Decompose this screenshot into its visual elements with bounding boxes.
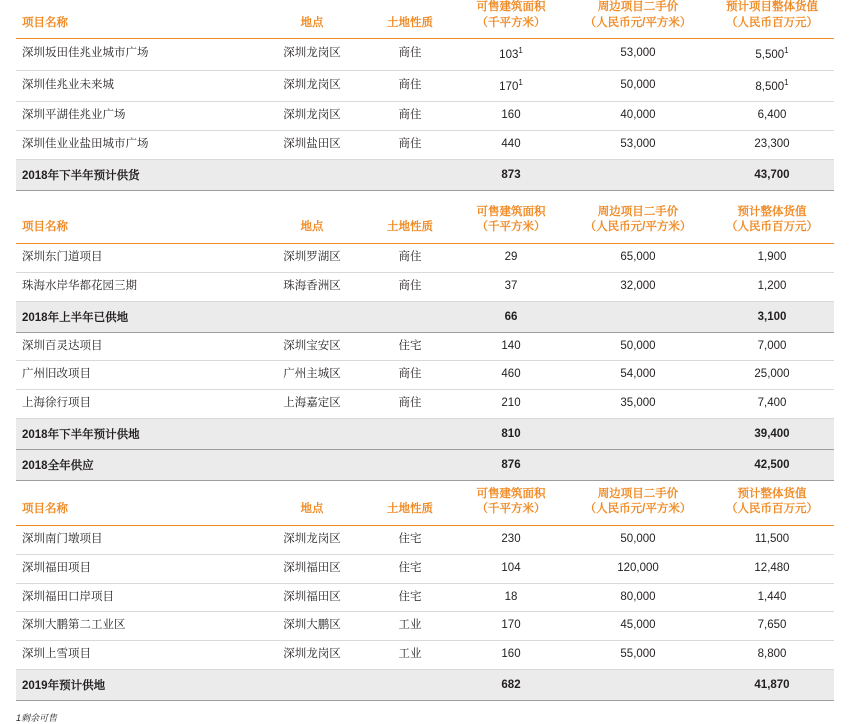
cell-value: 6,400 xyxy=(710,102,834,131)
table-total-row xyxy=(16,418,834,449)
table-total-row xyxy=(16,301,834,332)
cell-price: 55,000 xyxy=(566,641,710,670)
cell-area xyxy=(456,39,566,71)
cell-price: 53,000 xyxy=(566,39,710,71)
cell-area: 140 xyxy=(456,332,566,361)
table-row xyxy=(16,131,834,160)
section-spacer xyxy=(0,191,850,205)
cell-value: 8,800 xyxy=(710,641,834,670)
cell-price: 45,000 xyxy=(566,612,710,641)
col-header-price-line2: （人民币元/平方米） xyxy=(584,503,692,516)
table-row xyxy=(16,583,834,612)
cell-project-name: 深圳佳兆业未来城 xyxy=(16,70,260,102)
col-header-price-line2: （人民币元/平方米） xyxy=(584,221,692,234)
table-total-row xyxy=(16,669,834,700)
col-header-name: 项目名称 xyxy=(16,205,260,244)
cell-value: 7,650 xyxy=(710,612,834,641)
cell-price: 50,000 xyxy=(566,70,710,102)
total-location xyxy=(260,301,364,332)
cell-value: 7,000 xyxy=(710,332,834,361)
cell-area: 160 xyxy=(456,641,566,670)
cell-project-name: 深圳福田项目 xyxy=(16,554,260,583)
total-label: 2018年下半年预计供货 xyxy=(16,159,260,190)
total-area: 66 xyxy=(456,301,566,332)
supply-table-2018h2 xyxy=(16,0,834,191)
table-row xyxy=(16,612,834,641)
col-header-area-line1: 可售建筑面积 xyxy=(476,487,546,500)
cell-land-type: 住宅 xyxy=(364,583,456,612)
cell-location: 珠海香洲区 xyxy=(260,272,364,301)
table-row xyxy=(16,332,834,361)
total-land-type xyxy=(364,418,456,449)
col-header-location: 地点 xyxy=(260,0,364,39)
col-header-value xyxy=(710,0,834,39)
grand-total-area: 876 xyxy=(456,449,566,480)
total-label: 2019年预计供地 xyxy=(16,669,260,700)
cell-price: 50,000 xyxy=(566,525,710,554)
cell-project-name: 深圳百灵达项目 xyxy=(16,332,260,361)
col-header-land-type: 土地性质 xyxy=(364,0,456,39)
cell-project-name: 上海徐行项目 xyxy=(16,390,260,419)
total-location xyxy=(260,159,364,190)
total-land-type xyxy=(364,301,456,332)
cell-area: 160 xyxy=(456,102,566,131)
total-value: 41,870 xyxy=(710,669,834,700)
cell-value-value: 5,500 xyxy=(755,48,785,61)
cell-land-type: 商住 xyxy=(364,39,456,71)
total-price xyxy=(566,301,710,332)
cell-location: 深圳龙岗区 xyxy=(260,70,364,102)
cell-project-name: 珠海水岸华都花园三期 xyxy=(16,272,260,301)
total-area: 873 xyxy=(456,159,566,190)
col-header-location: 地点 xyxy=(260,487,364,526)
cell-price: 65,000 xyxy=(566,243,710,272)
cell-value: 12,480 xyxy=(710,554,834,583)
table-row xyxy=(16,361,834,390)
cell-location: 深圳福田区 xyxy=(260,583,364,612)
total-area: 810 xyxy=(456,418,566,449)
cell-value xyxy=(710,70,834,102)
col-header-value-line2: （人民币百万元） xyxy=(726,503,818,516)
cell-land-type: 商住 xyxy=(364,390,456,419)
cell-area: 460 xyxy=(456,361,566,390)
table-row xyxy=(16,39,834,71)
cell-area: 37 xyxy=(456,272,566,301)
cell-value: 1,440 xyxy=(710,583,834,612)
cell-land-type: 工业 xyxy=(364,641,456,670)
cell-land-type: 商住 xyxy=(364,272,456,301)
cell-value: 1,900 xyxy=(710,243,834,272)
cell-value-footnote-mark: 1 xyxy=(784,46,789,56)
cell-project-name: 深圳坂田佳兆业城市广场 xyxy=(16,39,260,71)
total-land-type xyxy=(364,159,456,190)
col-header-area xyxy=(456,205,566,244)
table-row xyxy=(16,525,834,554)
table-body-2018h2 xyxy=(16,39,834,191)
table-total-row xyxy=(16,159,834,190)
cell-land-type: 住宅 xyxy=(364,525,456,554)
cell-land-type: 商住 xyxy=(364,70,456,102)
cell-price: 54,000 xyxy=(566,361,710,390)
total-price xyxy=(566,159,710,190)
col-header-value-line1: 预计项目整体货值 xyxy=(726,1,818,13)
col-header-area-line1: 可售建筑面积 xyxy=(476,205,546,218)
cell-area: 210 xyxy=(456,390,566,419)
total-price xyxy=(566,669,710,700)
cell-value: 7,400 xyxy=(710,390,834,419)
cell-location: 深圳大鹏区 xyxy=(260,612,364,641)
cell-value: 23,300 xyxy=(710,131,834,160)
cell-price: 40,000 xyxy=(566,102,710,131)
table-row xyxy=(16,102,834,131)
cell-land-type: 商住 xyxy=(364,131,456,160)
total-value: 43,700 xyxy=(710,159,834,190)
cell-project-name: 深圳佳业业盐田城市广场 xyxy=(16,131,260,160)
table-row xyxy=(16,272,834,301)
cell-land-type: 商住 xyxy=(364,243,456,272)
table-body-land xyxy=(16,243,834,480)
cell-price: 32,000 xyxy=(566,272,710,301)
cell-location: 深圳龙岗区 xyxy=(260,39,364,71)
cell-area-footnote-mark: 1 xyxy=(518,46,523,56)
cell-location: 深圳盐田区 xyxy=(260,131,364,160)
table-body-2019 xyxy=(16,525,834,700)
cell-area: 170 xyxy=(456,612,566,641)
col-header-land-type: 土地性质 xyxy=(364,205,456,244)
cell-area: 29 xyxy=(456,243,566,272)
grand-total-label: 2018全年供应 xyxy=(16,449,260,480)
cell-project-name: 广州旧改项目 xyxy=(16,361,260,390)
col-header-area-line1: 可售建筑面积 xyxy=(476,1,546,13)
cell-location: 上海嘉定区 xyxy=(260,390,364,419)
col-header-area xyxy=(456,487,566,526)
cell-value-value: 8,500 xyxy=(755,80,785,93)
grand-total-land-type xyxy=(364,449,456,480)
col-header-name: 项目名称 xyxy=(16,487,260,526)
col-header-price-line1: 周边项目二手价 xyxy=(597,205,679,218)
total-label: 2018年上半年已供地 xyxy=(16,301,260,332)
cell-value: 11,500 xyxy=(710,525,834,554)
cell-location: 深圳龙岗区 xyxy=(260,102,364,131)
cell-area xyxy=(456,70,566,102)
total-location xyxy=(260,669,364,700)
cell-area: 440 xyxy=(456,131,566,160)
col-header-area-line2: （千平方米） xyxy=(476,221,546,234)
cell-location: 深圳龙岗区 xyxy=(260,641,364,670)
cell-price: 80,000 xyxy=(566,583,710,612)
col-header-area-line2: （千平方米） xyxy=(476,16,546,29)
col-header-value-line2: （人民币百万元） xyxy=(726,221,818,234)
col-header-price xyxy=(566,205,710,244)
col-header-price xyxy=(566,487,710,526)
cell-value: 1,200 xyxy=(710,272,834,301)
cell-land-type: 商住 xyxy=(364,102,456,131)
total-land-type xyxy=(364,669,456,700)
table-header-row xyxy=(16,487,834,526)
table-header-row xyxy=(16,205,834,244)
cell-project-name: 深圳东门道项目 xyxy=(16,243,260,272)
col-header-value-line1: 预计整体货值 xyxy=(737,487,807,500)
grand-total-value: 42,500 xyxy=(710,449,834,480)
table-row xyxy=(16,554,834,583)
total-area: 682 xyxy=(456,669,566,700)
col-header-price xyxy=(566,0,710,39)
col-header-area xyxy=(456,0,566,39)
cell-location: 深圳龙岗区 xyxy=(260,525,364,554)
total-location xyxy=(260,418,364,449)
cell-price: 35,000 xyxy=(566,390,710,419)
table-grand-total-row xyxy=(16,449,834,480)
cell-land-type: 工业 xyxy=(364,612,456,641)
cell-price: 120,000 xyxy=(566,554,710,583)
col-header-price-line2: （人民币元/平方米） xyxy=(584,16,692,29)
col-header-value-line2: （人民币百万元） xyxy=(726,16,818,29)
table-row xyxy=(16,243,834,272)
cell-land-type: 住宅 xyxy=(364,554,456,583)
grand-total-location xyxy=(260,449,364,480)
supply-table-2019 xyxy=(16,487,834,701)
table-row xyxy=(16,70,834,102)
total-value: 3,100 xyxy=(710,301,834,332)
cell-land-type: 商住 xyxy=(364,361,456,390)
cell-location: 深圳罗湖区 xyxy=(260,243,364,272)
cell-location: 深圳福田区 xyxy=(260,554,364,583)
cell-value: 25,000 xyxy=(710,361,834,390)
cell-price: 53,000 xyxy=(566,131,710,160)
total-value: 39,400 xyxy=(710,418,834,449)
cell-project-name: 深圳上雪项目 xyxy=(16,641,260,670)
footnote: 1剩余可售 xyxy=(16,712,58,723)
col-header-location: 地点 xyxy=(260,205,364,244)
col-header-name: 项目名称 xyxy=(16,0,260,39)
cell-project-name: 深圳平湖佳兆业广场 xyxy=(16,102,260,131)
total-label: 2018年下半年预计供地 xyxy=(16,418,260,449)
grand-total-price xyxy=(566,449,710,480)
cell-land-type: 住宅 xyxy=(364,332,456,361)
col-header-price-line1: 周边项目二手价 xyxy=(597,487,679,500)
col-header-land-type: 土地性质 xyxy=(364,487,456,526)
cell-area-value: 170 xyxy=(499,80,519,93)
cell-area: 230 xyxy=(456,525,566,554)
total-price xyxy=(566,418,710,449)
supply-table-land xyxy=(16,205,834,481)
col-header-value xyxy=(710,205,834,244)
col-header-price-line1: 周边项目二手价 xyxy=(597,1,679,13)
cell-area: 104 xyxy=(456,554,566,583)
col-header-area-line2: （千平方米） xyxy=(476,503,546,516)
cell-project-name: 深圳福田口岸项目 xyxy=(16,583,260,612)
cell-value xyxy=(710,39,834,71)
cell-price: 50,000 xyxy=(566,332,710,361)
cell-value-footnote-mark: 1 xyxy=(784,77,789,87)
cell-location: 深圳宝安区 xyxy=(260,332,364,361)
cell-location: 广州主城区 xyxy=(260,361,364,390)
cell-area-value: 103 xyxy=(499,48,519,61)
cell-area-footnote-mark: 1 xyxy=(518,77,523,87)
col-header-value xyxy=(710,487,834,526)
cell-project-name: 深圳大鹏第二工业区 xyxy=(16,612,260,641)
col-header-value-line1: 预计整体货值 xyxy=(737,205,807,218)
cell-area: 18 xyxy=(456,583,566,612)
table-row xyxy=(16,641,834,670)
cell-project-name: 深圳南门墩项目 xyxy=(16,525,260,554)
table-header-row xyxy=(16,0,834,39)
table-row xyxy=(16,390,834,419)
